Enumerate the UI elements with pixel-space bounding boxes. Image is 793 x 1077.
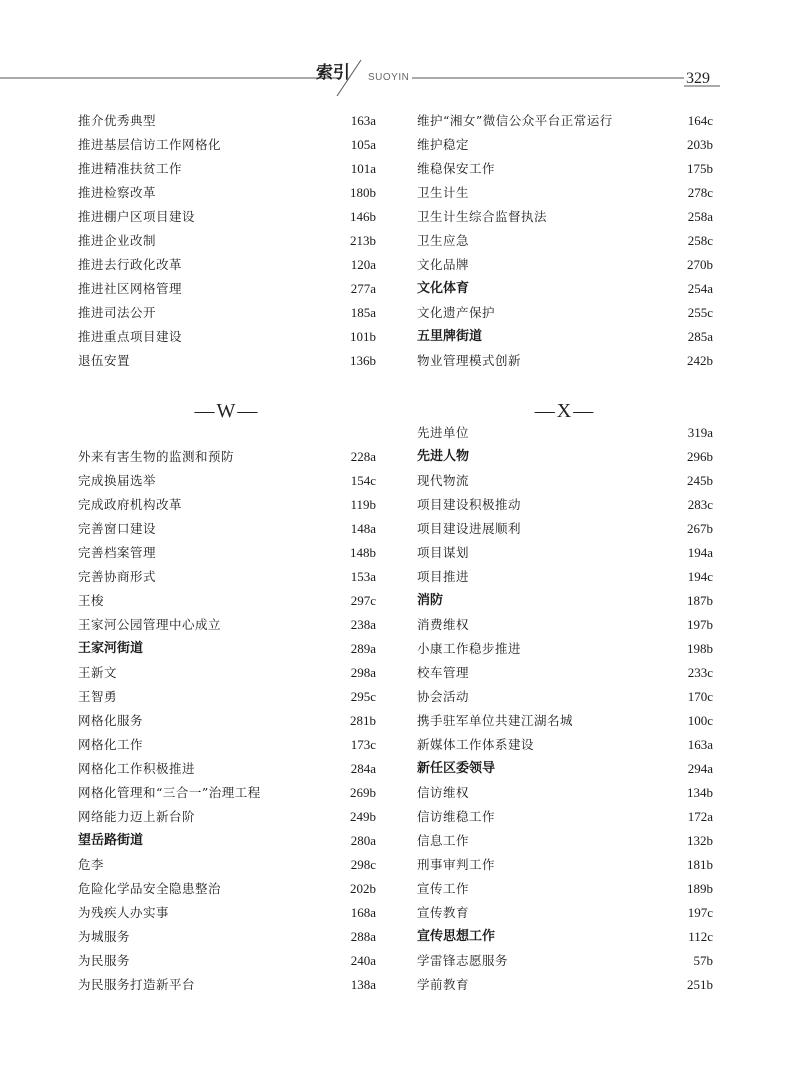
index-entry	[78, 925, 376, 949]
index-entry	[417, 613, 713, 637]
entry-term: 新媒体工作体系建设	[417, 737, 535, 752]
index-entry	[78, 565, 376, 589]
index-entry	[417, 325, 713, 349]
entry-term: 刑事审判工作	[417, 857, 496, 872]
entry-page-ref: 119b	[350, 497, 376, 512]
index-entry	[417, 517, 713, 541]
entry-term: 项目建设积极推动	[417, 497, 522, 512]
index-entry	[417, 349, 713, 373]
entry-term: 为民服务	[78, 953, 131, 968]
entry-term: 网格化工作	[78, 737, 144, 752]
entry-term: 文化体育	[417, 281, 470, 296]
entry-page-ref: 298a	[350, 665, 376, 680]
entry-term: 望岳路街道	[78, 833, 144, 848]
index-entry	[417, 421, 713, 445]
entry-page-ref: 194a	[687, 545, 713, 560]
page-header	[0, 0, 793, 100]
entry-page-ref: 277a	[350, 281, 376, 296]
index-entry	[417, 541, 713, 565]
entry-term: 信访维稳工作	[417, 809, 496, 824]
entry-page-ref: 197c	[687, 905, 713, 920]
section-heading-x: —X—	[534, 400, 596, 422]
entry-page-ref: 105a	[350, 137, 376, 152]
index-entry	[78, 805, 376, 829]
entry-term: 卫生计生综合监督执法	[417, 209, 548, 224]
entry-term: 先进单位	[417, 425, 470, 440]
section-heading-w: —W—	[194, 400, 260, 422]
entry-page-ref: 148b	[350, 545, 376, 560]
page-number: 329	[686, 70, 710, 87]
index-entry	[417, 109, 713, 133]
entry-page-ref: 112c	[688, 929, 713, 944]
index-entry	[417, 181, 713, 205]
entry-term: 新任区委领导	[417, 761, 496, 776]
entry-page-ref: 213b	[350, 233, 376, 248]
index-entry	[78, 757, 376, 781]
entry-term: 网格化服务	[78, 713, 144, 728]
index-entry	[417, 901, 713, 925]
entry-term: 物业管理模式创新	[417, 353, 522, 368]
index-entry	[417, 637, 713, 661]
entry-page-ref: 297c	[350, 593, 376, 608]
entry-page-ref: 267b	[687, 521, 713, 536]
index-entry	[417, 445, 713, 469]
entry-page-ref: 180b	[350, 185, 376, 200]
index-entry	[78, 733, 376, 757]
index-entry	[417, 277, 713, 301]
entry-page-ref: 132b	[687, 833, 713, 848]
entry-page-ref: 57b	[693, 953, 713, 968]
index-entry	[78, 829, 376, 853]
index-entry	[417, 829, 713, 853]
index-entry	[417, 229, 713, 253]
entry-page-ref: 148a	[350, 521, 376, 536]
index-entry	[78, 661, 376, 685]
entry-term: 推进企业改制	[78, 233, 157, 248]
entry-page-ref: 120a	[350, 257, 376, 272]
entry-term: 为民服务打造新平台	[78, 977, 196, 992]
entry-term: 王新文	[78, 665, 118, 680]
entry-term: 携手驻军单位共建江湖名城	[417, 713, 574, 728]
entry-term: 宣传工作	[417, 881, 470, 896]
entry-term: 完善协商形式	[78, 569, 157, 584]
index-entry	[417, 949, 713, 973]
entry-term: 完善档案管理	[78, 545, 157, 560]
entry-page-ref: 284a	[350, 761, 376, 776]
entry-page-ref: 294a	[687, 761, 713, 776]
index-entry	[417, 781, 713, 805]
entry-page-ref: 163a	[350, 113, 376, 128]
entry-term: 消费维权	[417, 617, 470, 632]
entry-page-ref: 296b	[687, 449, 713, 464]
entry-term: 推进棚户区项目建设	[78, 209, 196, 224]
index-entry	[78, 469, 376, 493]
entry-term: 王梭	[78, 593, 105, 608]
index-entry	[78, 325, 376, 349]
index-entry	[78, 253, 376, 277]
entry-term: 网格化工作积极推进	[78, 761, 196, 776]
index-entry	[417, 685, 713, 709]
entry-page-ref: 249b	[350, 809, 376, 824]
entry-term: 维护稳定	[417, 137, 470, 152]
entry-term: 小康工作稳步推进	[417, 641, 522, 656]
index-entry	[417, 301, 713, 325]
entry-page-ref: 170c	[687, 689, 713, 704]
entry-term: 王智勇	[78, 689, 118, 704]
index-entry	[417, 805, 713, 829]
entry-page-ref: 281b	[350, 713, 376, 728]
entry-page-ref: 164c	[687, 113, 713, 128]
entry-page-ref: 194c	[687, 569, 713, 584]
entry-term: 完善窗口建设	[78, 521, 157, 536]
entry-page-ref: 146b	[350, 209, 376, 224]
entry-term: 推进重点项目建设	[78, 329, 183, 344]
entry-page-ref: 163a	[687, 737, 713, 752]
entry-page-ref: 278c	[687, 185, 713, 200]
entry-term: 推进去行政化改革	[78, 257, 183, 272]
entry-page-ref: 238a	[350, 617, 376, 632]
entry-term: 推进社区网格管理	[78, 281, 183, 296]
index-entry	[78, 109, 376, 133]
index-entry	[417, 973, 713, 997]
entry-term: 危李	[78, 857, 105, 872]
index-entry	[78, 541, 376, 565]
entry-term: 信访维权	[417, 785, 470, 800]
entry-page-ref: 185a	[350, 305, 376, 320]
entry-page-ref: 172a	[687, 809, 713, 824]
index-entry	[78, 133, 376, 157]
entry-term: 网格化管理和“三合一”治理工程	[78, 785, 261, 800]
entry-page-ref: 269b	[350, 785, 376, 800]
entry-page-ref: 100c	[687, 713, 713, 728]
entry-term: 宣传教育	[417, 905, 470, 920]
entry-page-ref: 255c	[687, 305, 713, 320]
entry-term: 卫生应急	[417, 233, 470, 248]
entry-page-ref: 228a	[350, 449, 376, 464]
entry-term: 项目建设进展顺利	[417, 521, 522, 536]
header-rule	[0, 0, 793, 100]
index-entry	[78, 181, 376, 205]
index-entry	[417, 493, 713, 517]
entry-page-ref: 285a	[687, 329, 713, 344]
entry-page-ref: 254a	[687, 281, 713, 296]
entry-term: 先进人物	[417, 449, 470, 464]
index-entry	[417, 133, 713, 157]
entry-page-ref: 138a	[350, 977, 376, 992]
index-entry	[78, 877, 376, 901]
entry-term: 推进精准扶贫工作	[78, 161, 183, 176]
index-entry	[78, 613, 376, 637]
index-entry	[78, 445, 376, 469]
entry-term: 为残疾人办实事	[78, 905, 170, 920]
index-entry	[417, 709, 713, 733]
entry-term: 为城服务	[78, 929, 131, 944]
index-title: 索引	[316, 63, 350, 83]
entry-page-ref: 295c	[350, 689, 376, 704]
entry-term: 学前教育	[417, 977, 470, 992]
index-entry	[78, 949, 376, 973]
index-entry	[78, 277, 376, 301]
entry-page-ref: 283c	[687, 497, 713, 512]
entry-page-ref: 202b	[350, 881, 376, 896]
entry-term: 校车管理	[417, 665, 470, 680]
entry-page-ref: 181b	[687, 857, 713, 872]
entry-term: 协会活动	[417, 689, 470, 704]
index-entry	[417, 757, 713, 781]
index-entry	[78, 685, 376, 709]
entry-term: 卫生计生	[417, 185, 470, 200]
entry-term: 推进检察改革	[78, 185, 157, 200]
entry-page-ref: 233c	[687, 665, 713, 680]
index-entry	[78, 229, 376, 253]
index-entry	[78, 301, 376, 325]
index-entry	[78, 709, 376, 733]
entry-page-ref: 187b	[687, 593, 713, 608]
entry-term: 王家河公园管理中心成立	[78, 617, 222, 632]
index-entry	[417, 157, 713, 181]
entry-page-ref: 288a	[350, 929, 376, 944]
entry-term: 推进基层信访工作网格化	[78, 137, 222, 152]
entry-page-ref: 258c	[687, 233, 713, 248]
index-entry	[417, 205, 713, 229]
entry-page-ref: 242b	[687, 353, 713, 368]
entry-term: 外来有害生物的监测和预防	[78, 449, 235, 464]
index-entry	[78, 349, 376, 373]
entry-term: 推介优秀典型	[78, 113, 157, 128]
entry-page-ref: 319a	[687, 425, 713, 440]
index-entry	[78, 493, 376, 517]
entry-page-ref: 251b	[687, 977, 713, 992]
entry-term: 信息工作	[417, 833, 470, 848]
index-entry	[417, 733, 713, 757]
entry-page-ref: 245b	[687, 473, 713, 488]
index-entry	[78, 517, 376, 541]
entry-term: 维护“湘女”微信公众平台正常运行	[417, 113, 613, 128]
entry-term: 五里牌街道	[417, 329, 483, 344]
entry-page-ref: 136b	[350, 353, 376, 368]
entry-term: 推进司法公开	[78, 305, 157, 320]
entry-term: 学雷锋志愿服务	[417, 953, 509, 968]
entry-page-ref: 240a	[350, 953, 376, 968]
index-entry	[78, 901, 376, 925]
index-entry	[417, 853, 713, 877]
entry-term: 消防	[417, 593, 444, 608]
index-entry	[417, 661, 713, 685]
entry-page-ref: 258a	[687, 209, 713, 224]
entry-term: 危险化学品安全隐患整治	[78, 881, 222, 896]
index-entry	[78, 157, 376, 181]
entry-term: 完成政府机构改革	[78, 497, 183, 512]
entry-page-ref: 101b	[350, 329, 376, 344]
entry-term: 王家河街道	[78, 641, 144, 656]
entry-page-ref: 289a	[350, 641, 376, 656]
index-entry	[417, 469, 713, 493]
entry-term: 宣传思想工作	[417, 929, 496, 944]
index-subtitle: SUOYIN	[368, 72, 410, 83]
entry-term: 完成换届选举	[78, 473, 157, 488]
entry-term: 项目推进	[417, 569, 470, 584]
entry-page-ref: 154c	[350, 473, 376, 488]
entry-page-ref: 198b	[687, 641, 713, 656]
index-entry	[78, 853, 376, 877]
entry-term: 文化遗产保护	[417, 305, 496, 320]
index-entry	[78, 205, 376, 229]
entry-page-ref: 134b	[687, 785, 713, 800]
index-entry	[78, 973, 376, 997]
entry-page-ref: 153a	[350, 569, 376, 584]
entry-page-ref: 189b	[687, 881, 713, 896]
index-entry	[417, 589, 713, 613]
entry-term: 维稳保安工作	[417, 161, 496, 176]
index-entry	[417, 877, 713, 901]
index-entry	[78, 637, 376, 661]
index-entry	[417, 253, 713, 277]
entry-page-ref: 270b	[687, 257, 713, 272]
entry-page-ref: 173c	[350, 737, 376, 752]
index-entry	[78, 589, 376, 613]
entry-page-ref: 280a	[350, 833, 376, 848]
entry-term: 文化品牌	[417, 257, 470, 272]
entry-page-ref: 101a	[350, 161, 376, 176]
entry-page-ref: 168a	[350, 905, 376, 920]
entry-term: 现代物流	[417, 473, 470, 488]
entry-page-ref: 203b	[687, 137, 713, 152]
entry-term: 网络能力迈上新台阶	[78, 809, 196, 824]
entry-page-ref: 298c	[350, 857, 376, 872]
entry-term: 项目谋划	[417, 545, 470, 560]
index-entry	[78, 781, 376, 805]
entry-term: 退伍安置	[78, 353, 131, 368]
entry-page-ref: 175b	[687, 161, 713, 176]
entry-page-ref: 197b	[687, 617, 713, 632]
index-entry	[417, 565, 713, 589]
index-entry	[417, 925, 713, 949]
